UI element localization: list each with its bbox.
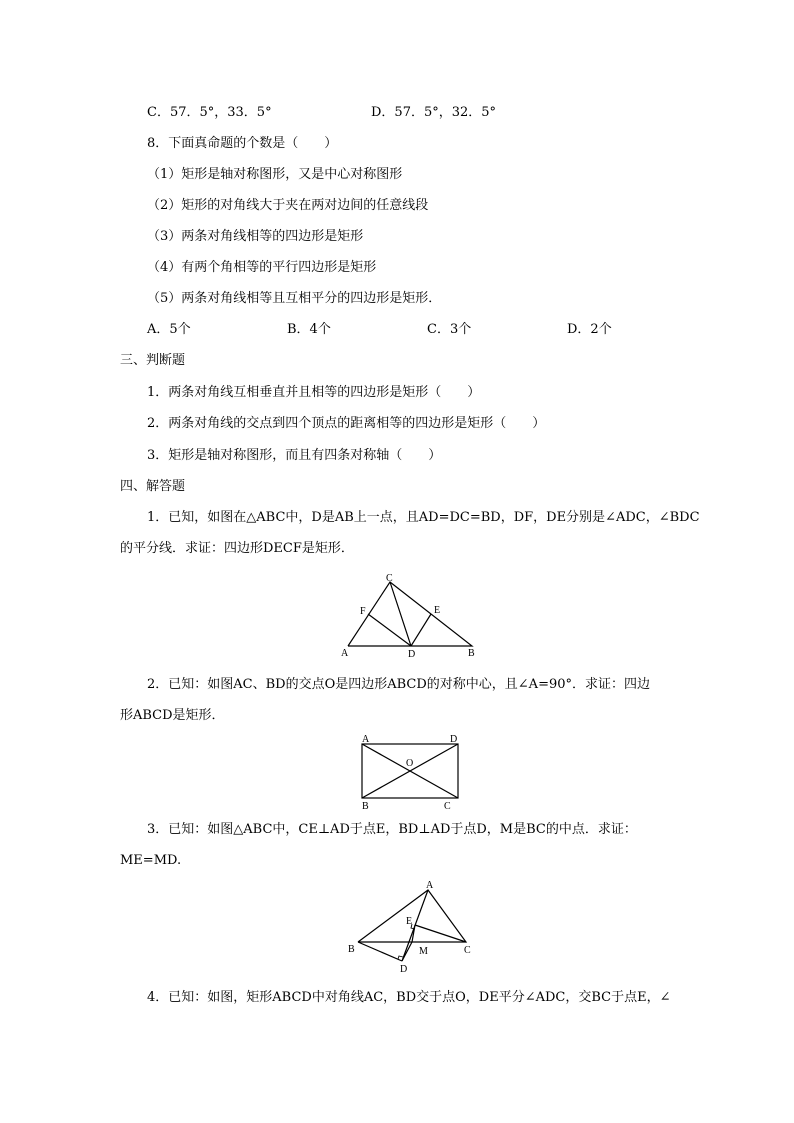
fig2-label-o: O — [406, 758, 414, 769]
fig1-triangle-abc — [348, 582, 472, 646]
fig1-segment-cd — [390, 582, 411, 646]
problem-1-line-1: 1．已知，如图在△ABC中，D是AB上一点，且AD=DC=BD，DF，DE分别是∠ADC，∠BDC — [147, 510, 700, 525]
judge-2: 2．两条对角线的交点到四个顶点的距离相等的四边形是矩形（ ） — [147, 416, 546, 431]
figure-3-triangle — [346, 880, 478, 974]
q8-statement-5: （5）两条对角线相等且互相平分的四边形是矩形． — [147, 291, 442, 306]
judge-3: 3．矩形是轴对称图形，而且有四条对称轴（ ） — [147, 448, 442, 463]
fig1-label-d: D — [408, 649, 416, 660]
fig3-label-m: M — [419, 946, 428, 957]
q7-option-c: C．57．5°，33．5° — [147, 105, 272, 120]
fig2-label-d: D — [450, 734, 458, 745]
fig1-segment-df — [368, 614, 411, 646]
problem-2-line-1: 2．已知：如图AC、BD的交点O是四边形ABCD的对称中心，且∠A=90°．求证：四边 — [147, 677, 651, 692]
problem-4-line-1: 4．已知：如图，矩形ABCD中对角线AC，BD交于点O，DE平分∠ADC，交BC于点E，∠ — [147, 990, 671, 1005]
q8-statement-4: （4）有两个角相等的平行四边形是矩形 — [147, 260, 377, 275]
fig2-label-b: B — [362, 801, 369, 810]
q8-stem: 8．下面真命题的个数是（ ） — [147, 136, 338, 151]
q8-statement-2: （2）矩形的对角线大于夹在两对边间的任意线段 — [147, 198, 429, 213]
figure-2-rectangle — [352, 734, 468, 810]
fig3-label-d: D — [400, 964, 408, 974]
figure-1-triangle — [340, 572, 480, 660]
fig3-segment-md — [402, 942, 412, 961]
problem-1-line-2: 的平分线．求证：四边形DECF是矩形． — [120, 541, 354, 556]
fig2-label-c: C — [444, 801, 451, 810]
fig3-segment-ce — [415, 925, 466, 942]
q7-option-d: D．57．5°，32．5° — [371, 105, 497, 120]
fig1-label-e: E — [434, 605, 441, 616]
q8-option-c: C．3个 — [427, 322, 472, 337]
section-3-heading: 三、判断题 — [120, 353, 186, 368]
q8-option-d: D．2个 — [567, 322, 612, 337]
problem-3-line-1: 3．已知：如图△ABC中，CE⊥AD于点E，BD⊥AD于点D，M是BC的中点．求证： — [147, 822, 637, 837]
fig3-label-c: C — [464, 945, 471, 956]
q8-option-a: A．5个 — [147, 322, 191, 337]
judge-1: 1．两条对角线互相垂直并且相等的四边形是矩形（ ） — [147, 385, 481, 400]
fig1-label-a: A — [341, 648, 349, 659]
fig1-label-b: B — [468, 648, 475, 659]
fig2-label-a: A — [362, 734, 370, 745]
q8-option-b: B．4个 — [287, 322, 331, 337]
fig3-label-e: E — [406, 916, 413, 927]
section-4-heading: 四、解答题 — [120, 479, 186, 494]
problem-3-line-2: ME=MD. — [120, 853, 182, 868]
problem-2-line-2: 形ABCD是矩形． — [120, 708, 225, 723]
fig1-label-c: C — [386, 573, 393, 584]
fig1-label-f: F — [360, 606, 366, 617]
q8-statement-1: （1）矩形是轴对称图形，又是中心对称图形 — [147, 167, 403, 182]
fig3-right-angle-d — [398, 956, 403, 959]
fig1-segment-de — [411, 614, 431, 646]
q8-statement-3: （3）两条对角线相等的四边形是矩形 — [147, 229, 364, 244]
fig3-label-a: A — [426, 880, 434, 891]
fig3-label-b: B — [348, 944, 355, 955]
fig3-segment-bd — [358, 942, 402, 961]
